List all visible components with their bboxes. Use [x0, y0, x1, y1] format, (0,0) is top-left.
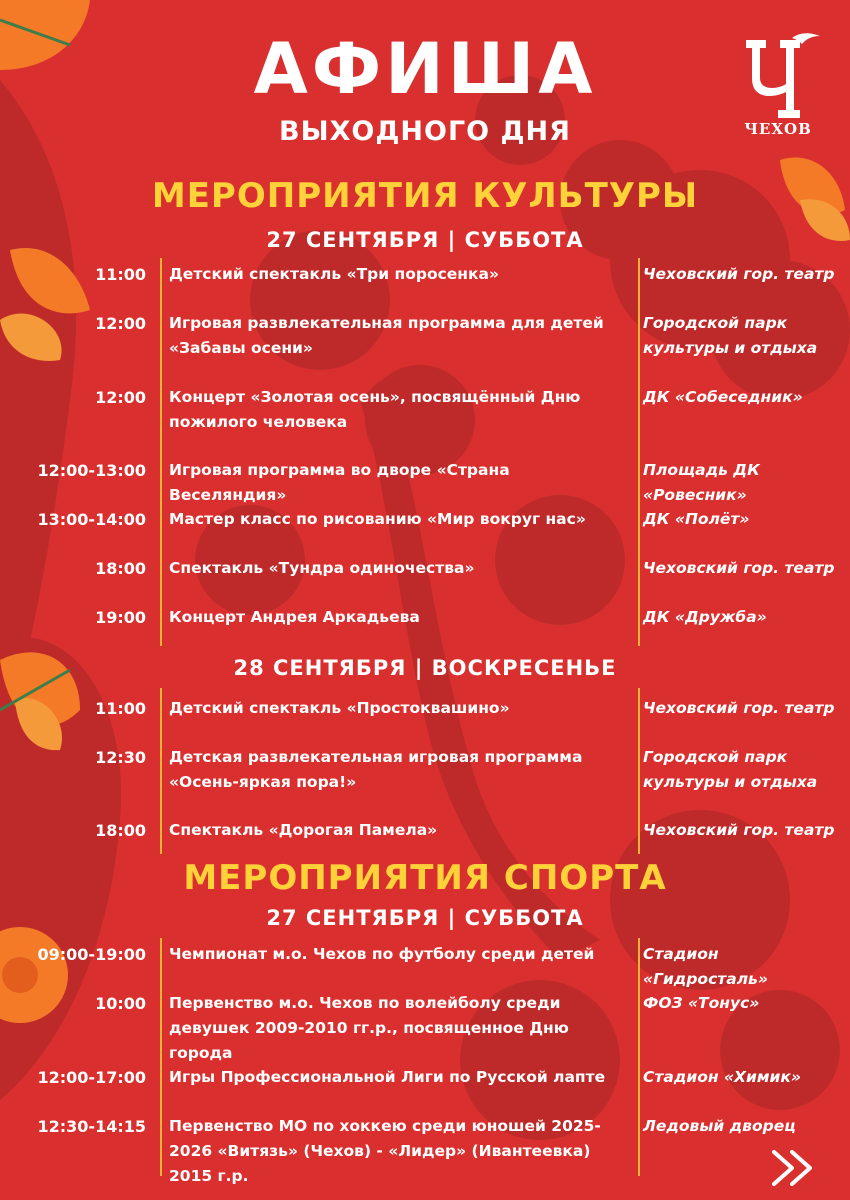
event-row [0, 991, 850, 1062]
event-row [0, 385, 850, 435]
event-row [0, 696, 850, 746]
event-place: Городской парк культуры и отдыха [643, 748, 818, 791]
event-place: Чеховский гор. театр [643, 265, 835, 283]
event-place: Чеховский гор. театр [643, 559, 835, 577]
chekhov-logo [728, 30, 828, 140]
event-title: Игры Профессиональной Лиги по Русской лапте [169, 1068, 606, 1086]
event-title: Детская развлекательная игровая программа «Осень-яркая пора!» [169, 748, 583, 791]
event-time: 19:00 [95, 608, 146, 627]
event-time: 11:00 [95, 699, 146, 718]
event-place: ДК «Полёт» [643, 510, 750, 528]
poster-subtitle: ВЫХОДНОГО ДНЯ [279, 116, 571, 147]
section-title-sport: МЕРОПРИЯТИЯ СПОРТА [183, 858, 667, 898]
event-title: Детский спектакль «Простоквашино» [169, 699, 510, 717]
event-place: Стадион «Гидросталь» [643, 945, 768, 988]
event-time: 10:00 [95, 994, 146, 1013]
event-row [0, 605, 850, 655]
event-row [0, 311, 850, 361]
event-title: Игровая развлекательная программа для детей «Забавы осени» [169, 314, 604, 357]
event-place: Чеховский гор. театр [643, 821, 835, 839]
event-row [0, 745, 850, 795]
day-title-sat-culture: 27 СЕНТЯБРЯ | СУББОТА [266, 228, 584, 252]
day-title-sat-sport: 27 СЕНТЯБРЯ | СУББОТА [266, 906, 584, 930]
event-time: 12:30-14:15 [37, 1117, 146, 1136]
event-time: 12:00 [95, 388, 146, 407]
event-place: Городской парк культуры и отдыха [643, 314, 818, 357]
event-row [0, 942, 850, 992]
event-title: Спектакль «Дорогая Памела» [169, 821, 438, 839]
chekhov-logo-icon [728, 30, 828, 120]
event-time: 11:00 [95, 265, 146, 284]
event-row [0, 1114, 850, 1185]
event-title: Детский спектакль «Три поросенка» [169, 265, 500, 283]
event-place: Площадь ДК «Ровесник» [643, 461, 760, 504]
event-row [0, 458, 850, 508]
event-title: Мастер класс по рисованию «Мир вокруг нас» [169, 510, 586, 528]
event-time: 13:00-14:00 [37, 510, 146, 529]
section-title-culture: МЕРОПРИЯТИЯ КУЛЬТУРЫ [151, 176, 699, 216]
event-place: Чеховский гор. театр [643, 699, 835, 717]
event-place: ДК «Дружба» [643, 608, 767, 626]
day-title-sun-culture: 28 СЕНТЯБРЯ | ВОСКРЕСЕНЬЕ [233, 656, 617, 680]
logo-text: ЧЕХОВ [744, 120, 812, 138]
event-time: 09:00-19:00 [37, 945, 146, 964]
event-time: 18:00 [95, 821, 146, 840]
event-title: Концерт «Золотая осень», посвящённый Дню пожилого человека [169, 388, 581, 431]
event-title: Концерт Андрея Аркадьева [169, 608, 420, 626]
event-place: Ледовый дворец [643, 1117, 796, 1135]
event-row [0, 556, 850, 606]
event-time: 12:00-13:00 [37, 461, 146, 480]
poster-title: АФИША [253, 28, 597, 110]
event-title: Чемпионат м.о. Чехов по футболу среди детей [169, 945, 595, 963]
event-place: Стадион «Химик» [643, 1068, 801, 1086]
event-row [0, 507, 850, 557]
event-title: Игровая программа во дворе «Страна Веселяндия» [169, 461, 510, 504]
next-page-arrow-icon[interactable] [770, 1148, 816, 1188]
event-title: Спектакль «Тундра одиночества» [169, 559, 475, 577]
event-title: Первенство м.о. Чехов по волейболу среди девушек 2009-2010 гг.р., посвященное Дню города [169, 994, 569, 1062]
event-place: ДК «Собеседник» [643, 388, 803, 406]
event-row [0, 1065, 850, 1115]
event-time: 12:30 [95, 748, 146, 767]
event-place: ФОЗ «Тонус» [643, 994, 760, 1012]
event-time: 12:00 [95, 314, 146, 333]
event-row [0, 262, 850, 312]
event-time: 12:00-17:00 [37, 1068, 146, 1087]
event-title: Первенство МО по хоккею среди юношей 2025-2026 «Витязь» (Чехов) - «Лидер» (Ивантеевка) 2015 г.р. [169, 1117, 601, 1185]
event-time: 18:00 [95, 559, 146, 578]
